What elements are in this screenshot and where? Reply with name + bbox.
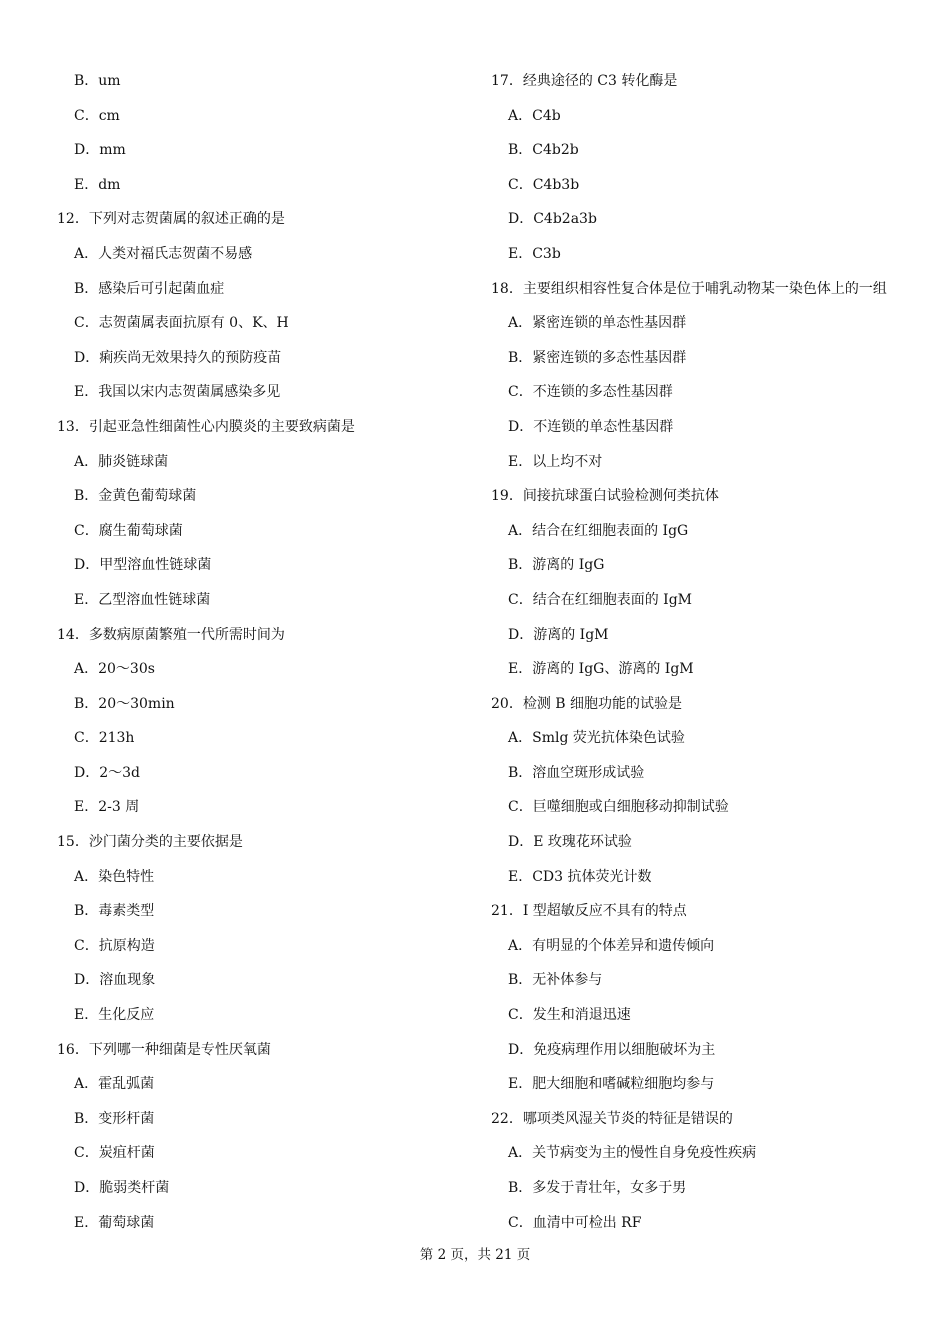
answer-option: A．结合在红细胞表面的 IgG	[508, 522, 689, 539]
answer-option: C．cm	[74, 107, 120, 124]
answer-option: B．um	[74, 73, 121, 89]
answer-option: D．不连锁的单态性基因群	[508, 418, 674, 435]
answer-option: E．游离的 IgG、游离的 IgM	[508, 661, 694, 678]
answer-option: E．我国以宋内志贺菌属感染多见	[74, 384, 281, 401]
question-text: 21．I 型超敏反应不具有的特点	[491, 903, 687, 920]
answer-option: D．免疫病理作用以细胞破坏为主	[508, 1041, 716, 1058]
answer-option: A．染色特性	[74, 868, 155, 885]
answer-option: C．腐生葡萄球菌	[74, 522, 183, 539]
answer-option: A．霍乱弧菌	[74, 1076, 155, 1093]
answer-option: E．CD3 抗体荧光计数	[508, 868, 652, 885]
answer-option: D．甲型溶血性链球菌	[74, 557, 212, 574]
answer-option: C．结合在红细胞表面的 IgM	[508, 591, 692, 608]
question-text: 15．沙门菌分类的主要依据是	[57, 834, 243, 851]
answer-option: C．炭疽杆菌	[74, 1145, 155, 1162]
answer-option: D．2～3d	[74, 764, 141, 781]
answer-option: B．溶血空斑形成试验	[508, 764, 645, 781]
answer-option: E．C3b	[508, 245, 561, 262]
answer-option: B．无补体参与	[508, 972, 603, 989]
answer-option: A．肺炎链球菌	[74, 453, 169, 470]
answer-option: B．金黄色葡萄球菌	[74, 488, 197, 505]
left-column	[57, 64, 457, 1240]
question-text: 22．哪项类风湿关节炎的特征是错误的	[491, 1110, 733, 1127]
answer-option: E．乙型溶血性链球菌	[74, 591, 211, 608]
answer-option: B．紧密连锁的多态性基因群	[508, 349, 687, 366]
answer-option: D．溶血现象	[74, 972, 156, 989]
question-text: 19．间接抗球蛋白试验检测何类抗体	[491, 488, 719, 505]
answer-option: C．志贺菌属表面抗原有 0、K、H	[74, 315, 289, 332]
answer-option: E．生化反应	[74, 1007, 155, 1024]
answer-option: C．213h	[74, 730, 135, 747]
answer-option: D．C4b2a3b	[508, 211, 597, 228]
answer-option: E．以上均不对	[508, 453, 603, 470]
question-text: 18．主要组织相容性复合体是位于哺乳动物某一染色体上的一组	[491, 280, 887, 297]
answer-option: D．痢疾尚无效果持久的预防疫苗	[74, 349, 282, 366]
right-column	[491, 64, 911, 1240]
answer-option: C．发生和消退迅速	[508, 1007, 631, 1024]
answer-option: A．紧密连锁的单态性基因群	[508, 315, 687, 332]
answer-option: E．葡萄球菌	[74, 1214, 155, 1231]
answer-option: A．Smlg 荧光抗体染色试验	[508, 730, 685, 747]
answer-option: C．抗原构造	[74, 937, 155, 954]
answer-option: D．mm	[74, 142, 126, 159]
question-text: 16．下列哪一种细菌是专性厌氧菌	[57, 1041, 271, 1058]
answer-option: D．E 玫瑰花环试验	[508, 834, 632, 851]
answer-option: D．游离的 IgM	[508, 626, 609, 643]
question-text: 20．检测 B 细胞功能的试验是	[491, 695, 683, 712]
answer-option: B．20～30min	[74, 695, 175, 712]
answer-option: A．20～30s	[74, 661, 155, 678]
answer-option: C．不连锁的多态性基因群	[508, 384, 673, 401]
answer-option: C．血清中可检出 RF	[508, 1214, 642, 1231]
question-text: 12．下列对志贺菌属的叙述正确的是	[57, 211, 285, 228]
answer-option: C．巨噬细胞或白细胞移动抑制试验	[508, 799, 729, 816]
answer-option: B．C4b2b	[508, 142, 579, 159]
answer-option: E．肥大细胞和嗜碱粒细胞均参与	[508, 1076, 715, 1093]
answer-option: B．变形杆菌	[74, 1110, 155, 1127]
question-text: 14．多数病原菌繁殖一代所需时间为	[57, 626, 285, 643]
answer-option: B．感染后可引起菌血症	[74, 280, 225, 297]
answer-option: B．多发于青壮年，女多于男	[508, 1180, 687, 1196]
answer-option: D．脆弱类杆菌	[74, 1180, 170, 1196]
answer-option: A．关节病变为主的慢性自身免疫性疾病	[508, 1145, 757, 1162]
answer-option: A．有明显的个体差异和遗传倾向	[508, 937, 715, 954]
page-footer	[0, 1244, 950, 1266]
question-text: 13．引起亚急性细菌性心内膜炎的主要致病菌是	[57, 418, 355, 435]
answer-option: B．游离的 IgG	[508, 557, 605, 574]
answer-option: A．C4b	[508, 107, 561, 124]
question-text: 17．经典途径的 C3 转化酶是	[491, 73, 678, 89]
answer-option: B．毒素类型	[74, 903, 155, 920]
answer-option: E．dm	[74, 176, 121, 193]
answer-option: A．人类对福氏志贺菌不易感	[74, 245, 253, 262]
answer-option: C．C4b3b	[508, 176, 580, 193]
answer-option: E．2-3 周	[74, 799, 140, 816]
page-number-label: 第 2 页，共 21 页	[419, 1247, 531, 1263]
